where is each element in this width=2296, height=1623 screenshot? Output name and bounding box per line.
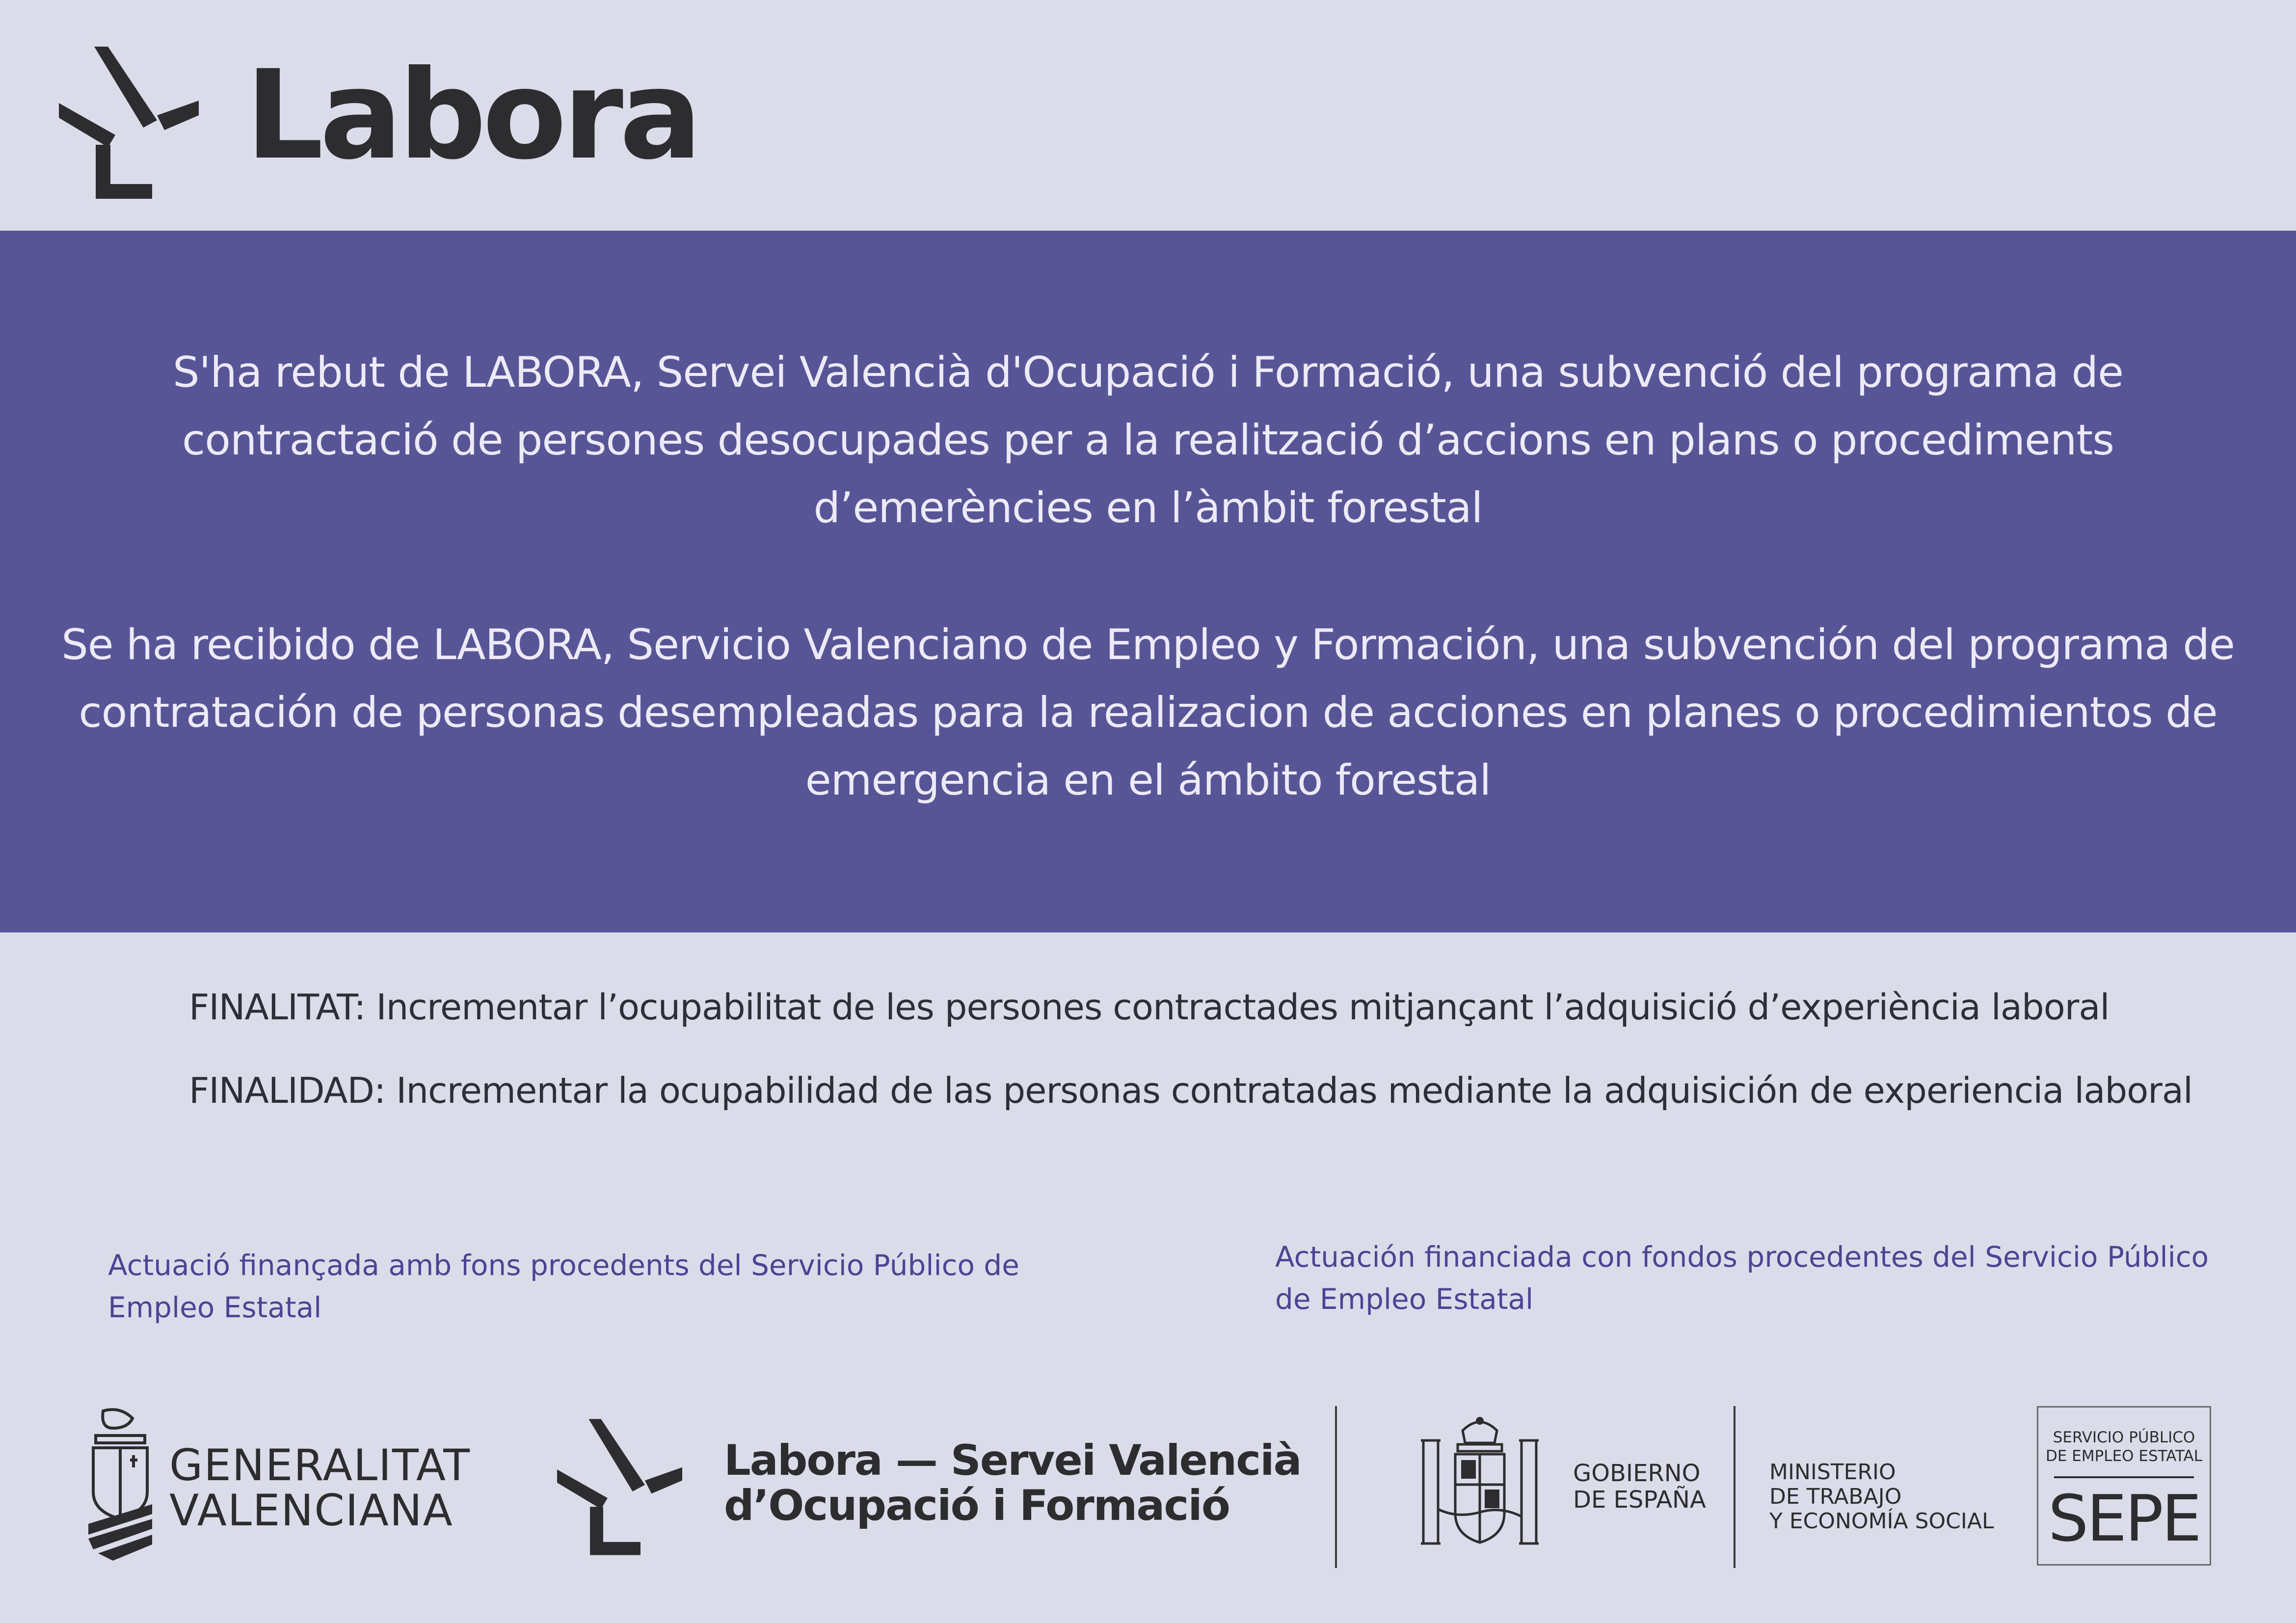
ministerio-line3: Y ECONOMÍA SOCIAL	[1769, 1509, 1994, 1534]
valencian-announcement: S'ha rebut de LABORA, Servei Valencià d'Ocupació i Formació, una subvenció del programa de contractació de persones desocupades per a la realització d’accions en plans o procediments d’emerències en l’àmbit forestal	[172, 348, 2123, 532]
announcement-banner	[0, 231, 2296, 932]
labora-name-line1: Labora — Servei Valencià	[724, 1436, 1301, 1485]
sepe-logo	[2037, 1406, 2211, 1566]
divider	[1734, 1406, 1735, 1568]
generalitat-text	[169, 1440, 471, 1536]
footer-logos	[0, 1394, 2296, 1580]
labora-logo-text: Labora	[245, 44, 698, 186]
header	[0, 0, 2296, 231]
ministerio-line1: MINISTERIO	[1769, 1460, 1896, 1485]
gobierno-line2: DE ESPAÑA	[1573, 1486, 1706, 1514]
funding-note-valencian: Actuació finançada amb fons procedents del Servicio Público de Empleo Estatal	[108, 1249, 1019, 1324]
labora-name-line2: d’Ocupació i Formació	[724, 1481, 1229, 1530]
ministerio-text	[1769, 1460, 1994, 1534]
ministerio-line2: DE TRABAJO	[1769, 1484, 1902, 1509]
finalitat-text: FINALITAT: Incrementar l’ocupabilitat de les persones contractades mitjançant l’adquisició d’experiència laboral	[189, 986, 2109, 1028]
generalitat-line1: GENERALITAT	[169, 1440, 471, 1490]
sepe-full-name	[2038, 1428, 2210, 1465]
sepe-rule	[2054, 1476, 2194, 1478]
gobierno-espana-text	[1573, 1460, 1706, 1513]
sepe-line1: SERVICIO PÚBLICO	[2053, 1429, 2195, 1446]
generalitat-emblem-icon	[83, 1406, 157, 1563]
labora-full-name	[724, 1438, 1301, 1528]
spanish-announcement: Se ha recibido de LABORA, Servicio Valenciano de Empleo y Formación, una subvención del programa de contratación de personas desempleadas para la realizacion de acciones en planes o procedimientos de emergencia en el ámbito forestal	[61, 620, 2235, 805]
funding-note-spanish: Actuación financiada con fondos procedentes del Servicio Público de Empleo Estatal	[1275, 1240, 2209, 1316]
spain-coat-of-arms-icon	[1416, 1411, 1544, 1558]
sepe-line2: DE EMPLEO ESTATAL	[2045, 1447, 2203, 1465]
labora-logo-icon	[59, 47, 199, 199]
labora-small-logo-icon	[557, 1418, 682, 1556]
sepe-acronym: SEPE	[2048, 1481, 2200, 1556]
divider	[1335, 1406, 1337, 1568]
generalitat-line2: VALENCIANA	[169, 1485, 454, 1536]
finalidad-text: FINALIDAD: Incrementar la ocupabilidad de las personas contratadas mediante la adquisición de experiencia laboral	[189, 1070, 2192, 1111]
gobierno-line1: GOBIERNO	[1573, 1460, 1701, 1487]
